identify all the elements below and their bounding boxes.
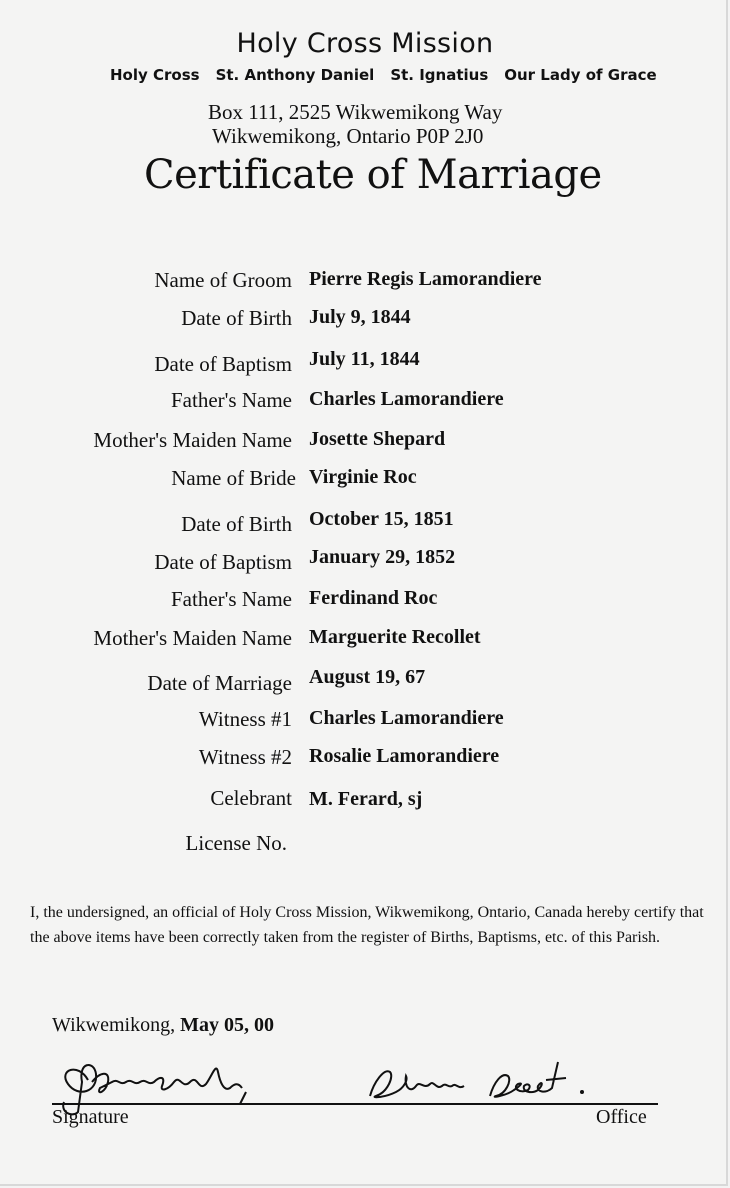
field-value: August 19, 67 [309,666,426,688]
field-row-groom-mother [0,428,730,456]
issue-place: Wikwemikong, [52,1014,176,1036]
field-value: Virginie Roc [309,466,417,488]
field-label: Mother's Maiden Name [93,428,292,452]
field-value: Josette Shepard [309,428,446,450]
field-label: License No. [185,831,287,855]
parish-name: St. Ignatius [390,66,489,84]
field-value: Ferdinand Roc [309,587,438,609]
field-value: Charles Lamorandiere [309,388,504,410]
field-value: Rosalie Lamorandiere [309,745,500,767]
address-line-1: Box 111, 2525 Wikwemikong Way [208,100,503,124]
field-label: Date of Birth [181,306,292,330]
field-row-groom-name [0,268,730,296]
field-label: Witness #1 [198,707,292,731]
field-row-witness-2 [0,745,730,773]
field-value: July 9, 1844 [309,306,411,328]
parish-name: Our Lady of Grace [504,66,657,84]
address-line-2: Wikwemikong, Ontario P0P 2J0 [212,124,484,148]
parish-name: St. Anthony Daniel [215,66,375,84]
field-value: Marguerite Recollet [309,626,481,648]
field-row-bride-mother [0,626,730,654]
field-label: Date of Marriage [147,671,292,695]
field-label: Date of Birth [181,512,292,536]
field-label: Name of Groom [154,268,292,292]
certificate-title: Certificate of Marriage [144,152,602,198]
field-label: Mother's Maiden Name [93,626,292,650]
field-row-bride-birth [0,510,730,538]
field-value: Pierre Regis Lamorandiere [309,268,542,290]
field-row-groom-baptism [0,350,730,378]
field-label: Name of Bride [171,466,296,490]
field-label: Date of Baptism [154,550,292,574]
parish-list [110,66,657,84]
issue-date: May 05, 00 [180,1014,274,1036]
mission-name: Holy Cross Mission [236,28,494,59]
parish-name: Holy Cross [110,66,200,84]
field-row-marriage-date [0,668,730,696]
issue-place-date [52,1014,274,1037]
field-label: Celebrant [210,786,292,810]
field-row-bride-name [0,466,730,494]
field-label: Father's Name [171,388,292,412]
field-value: October 15, 1851 [309,508,454,530]
signature-line [52,1103,658,1105]
field-row-witness-1 [0,707,730,735]
field-row-celebrant [0,786,730,814]
signature-label: Signature [52,1106,129,1128]
field-row-license [0,831,730,859]
field-label: Father's Name [171,587,292,611]
field-value: July 11, 1844 [309,348,420,370]
field-row-groom-birth [0,306,730,334]
field-value: January 29, 1852 [309,546,456,568]
field-label: Witness #2 [198,745,292,769]
field-row-groom-father [0,388,730,416]
field-label: Date of Baptism [154,352,292,376]
field-value: Charles Lamorandiere [309,707,504,729]
office-label: Office [596,1106,647,1128]
field-row-bride-baptism [0,548,730,576]
certification-statement: I, the undersigned, an official of Holy Cross Mission, Wikwemikong, Ontario, Canada hereby certify that the above items have been correctly taken from the register of Births, Baptisms, etc. of this Parish. [30,904,704,946]
field-value: M. Ferard, sj [309,788,423,810]
field-row-bride-father [0,587,730,615]
